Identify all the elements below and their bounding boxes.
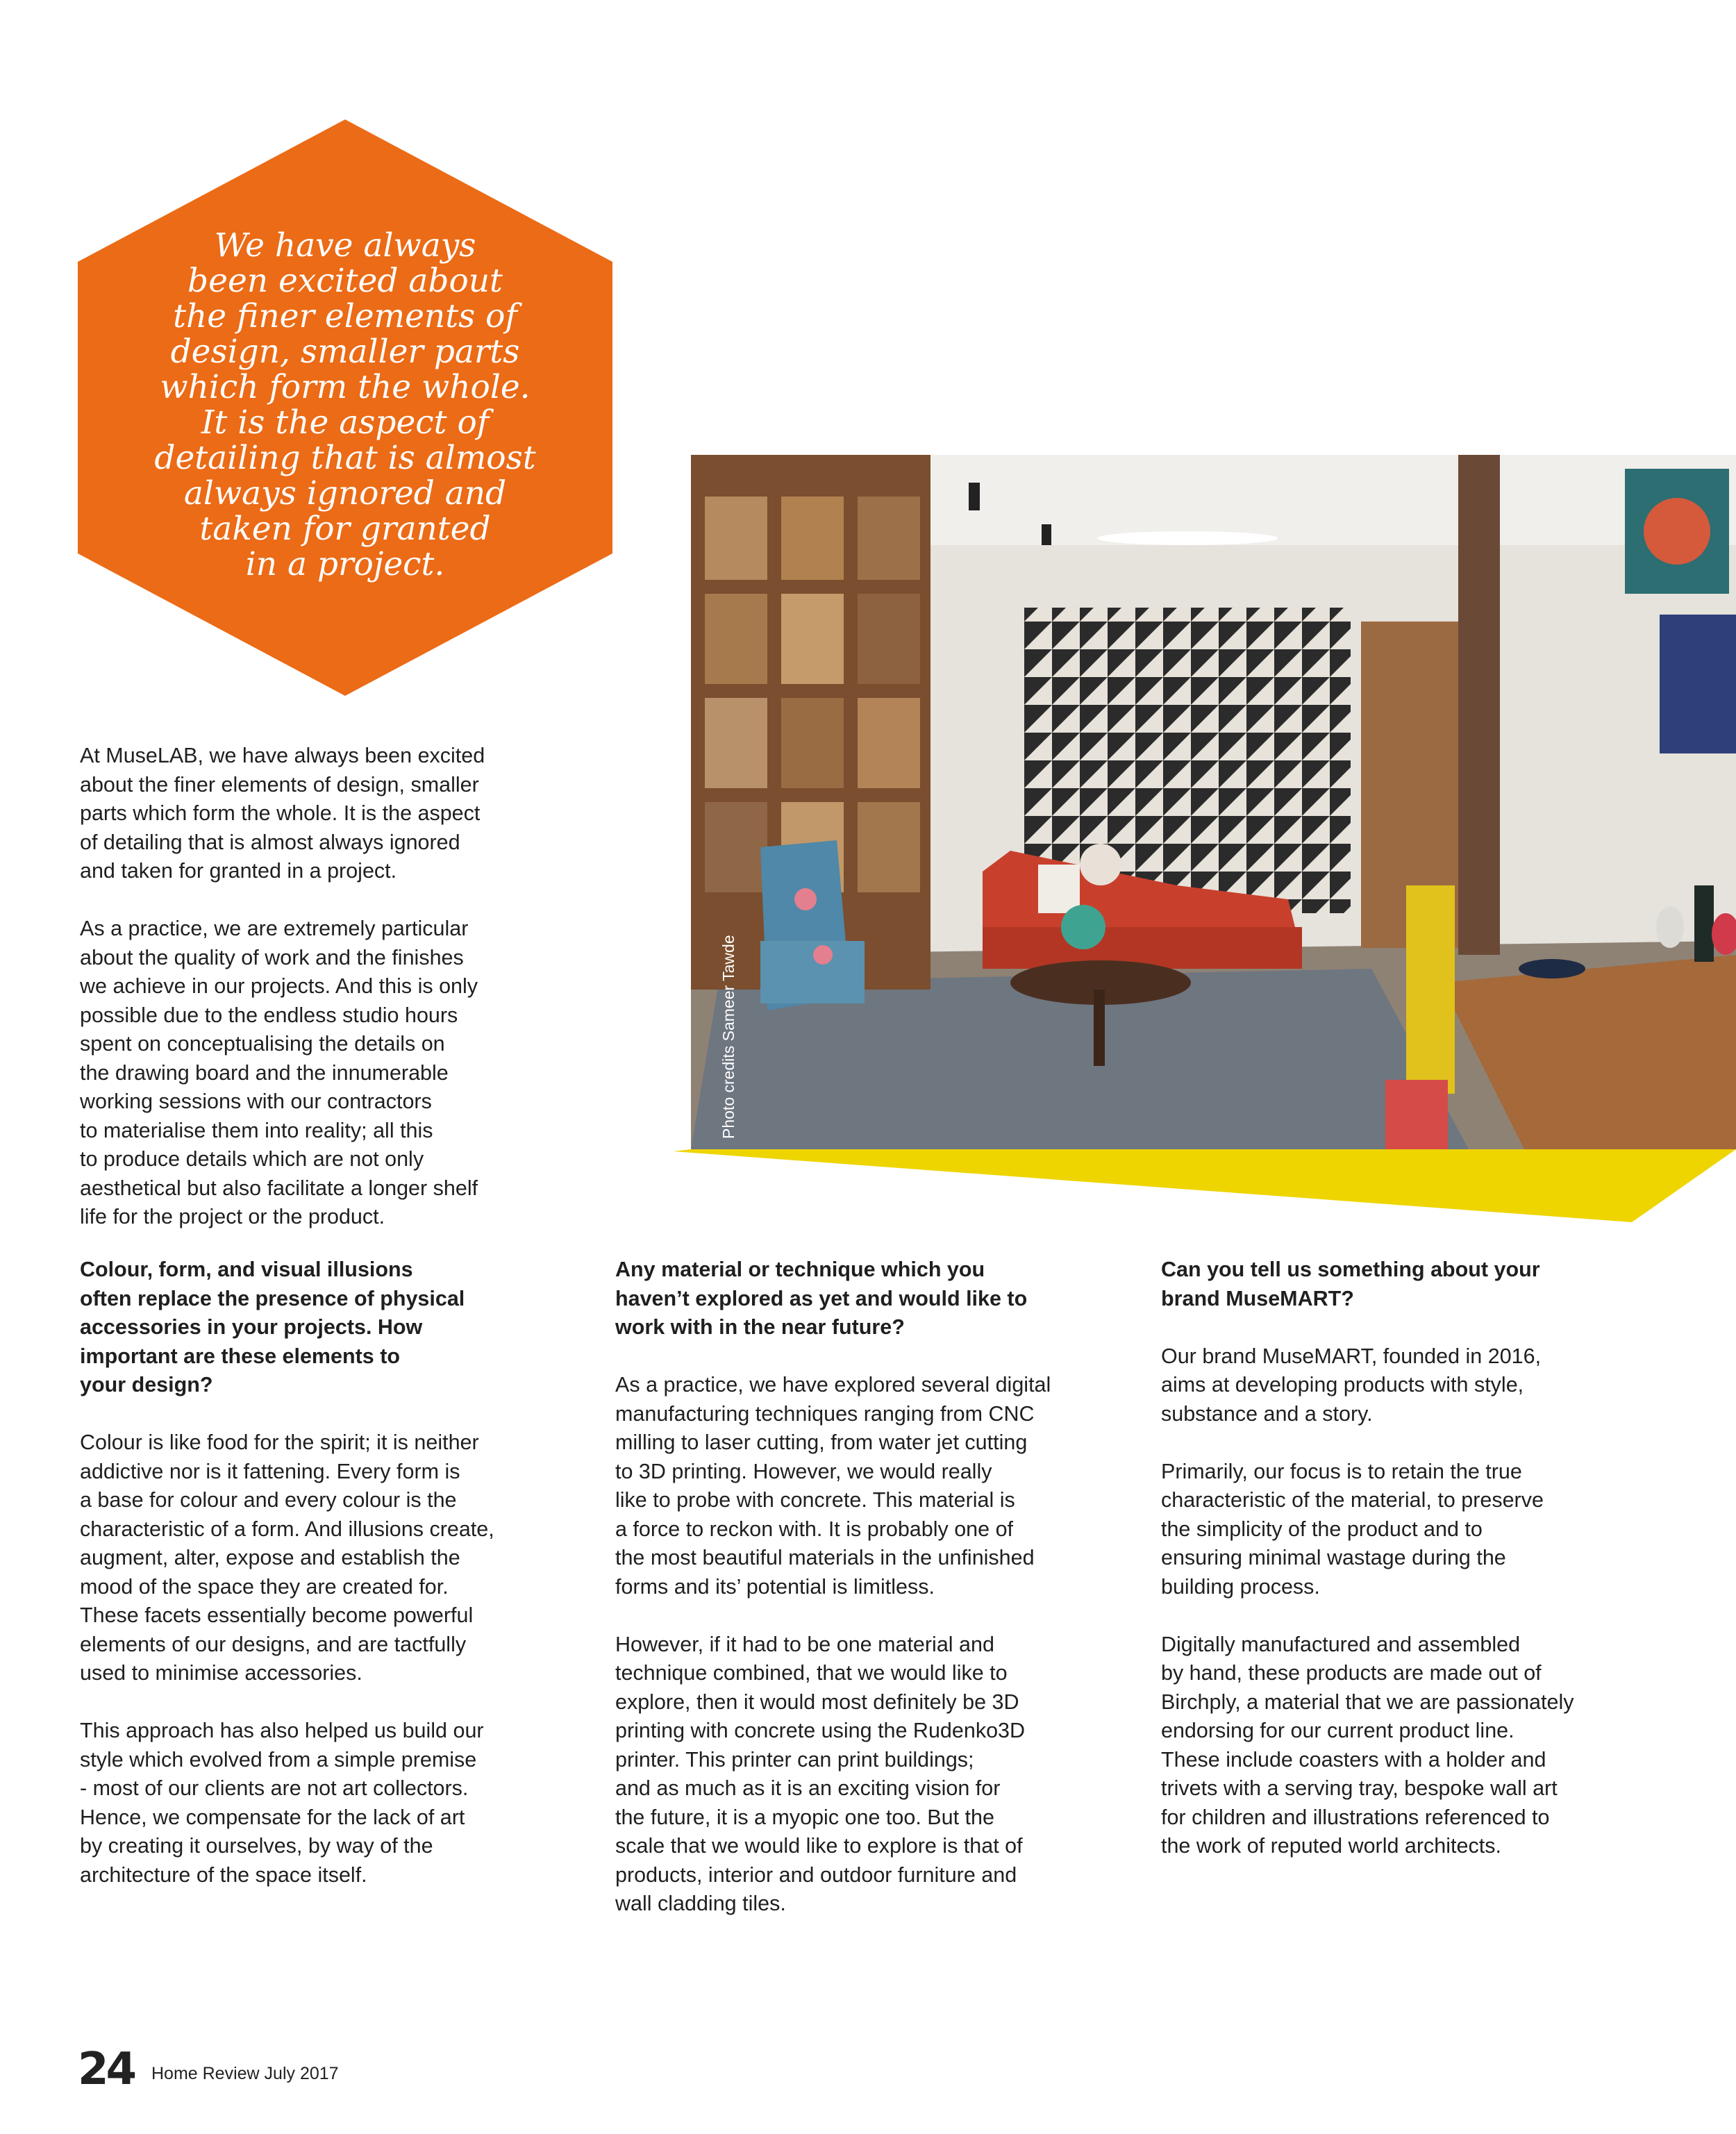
column-3 — [1161, 1256, 1675, 1890]
intro-text — [80, 742, 566, 1260]
answer-paragraph: However, if it had to be one material and technique combined, that we would like to explore, then it would most definitely be 3D printing with concrete using the Rudenko3D printer. This printer can print buildings; and as much as it is an exciting vision for the future, it is a myopic one too. But the scale that we would like to explore is that of products, interior and outdoor furniture and wall cladding tiles. — [615, 1632, 1026, 1915]
photo-credit: Photo credits Sameer Tawde — [719, 935, 737, 1139]
answer-paragraph: Primarily, our focus is to retain the true characteristic of the material, to preserve the simplicity of the product and to ensuring minimal wastage during the building process. — [1161, 1459, 1544, 1599]
intro-paragraph: At MuseLAB, we have always been excited about the finer elements of design, smaller parts which form the whole. It is the aspect of detailing that is almost always ignored and taken for granted in a project. — [80, 744, 485, 883]
interview-question: Any material or technique which you haven’t explored as yet and would like to work with in the near future? — [615, 1258, 1028, 1339]
answer-paragraph: As a practice, we have explored several digital manufacturing techniques ranging from CNC milling to laser cutting, from water jet cutting to 3D printing. However, we would really like to probe with concrete. This material is a force to reckon with. It is probably one of the most beautiful materials in the unfinished forms and its’ potential is limitless. — [615, 1373, 1051, 1599]
interview-question: Colour, form, and visual illusions often replace the presence of physical accessories in your projects. How important are these elements to your design? — [80, 1258, 465, 1397]
intro-paragraph: As a practice, we are extremely particular about the quality of work and the finishes we achieve in our projects. And this is only possible due to the endless studio hours spent on conceptualising the details on the drawing board and the innumerable working sessions with our contractors to materialise them into reality; all this to produce details which are not only aesthetical but also facilitate a longer shelf life for the project or the product. — [80, 917, 478, 1228]
answer-paragraph: Digitally manufactured and assembled by hand, these products are made out of Birchply, a material that we are passionately endorsing for our current product line. These include coasters with a holder and trivets with a serving tray, bespoke wall art for children and illustrations referenced to the work of reputed world architects. — [1161, 1632, 1574, 1858]
answer-paragraph: Colour is like food for the spirit; it is neither addictive nor is it fattening. Every form is a base for colour and every colour is the characteristic of a form. And illusions create, augment, alter, expose and establish the mood of the space they are created for. These facets essentially become powerful elements of our designs, and are tactfully used to minimise accessories. — [80, 1431, 494, 1685]
column-2 — [615, 1256, 1129, 1947]
pull-quote-text: We have always been excited about the finer elements of design, smaller parts which form the whole. It is the aspect of detailing that is almost always ignored and taken for granted in a project. — [154, 226, 536, 583]
interview-question: Can you tell us something about your brand MuseMART? — [1161, 1258, 1540, 1310]
answer-paragraph: This approach has also helped us build our style which evolved from a simple premise - most of our clients are not art collectors. Hence, we compensate for the lack of art by creating it ourselves, by way of the architecture of the space itself. — [80, 1719, 484, 1887]
interior-photo — [691, 455, 1736, 1149]
page-number: 24 — [78, 2044, 135, 2095]
column-1 — [80, 1256, 594, 1919]
publication-name: Home Review July 2017 — [151, 2064, 339, 2083]
answer-paragraph: Our brand MuseMART, founded in 2016, aims at developing products with style, substance and a story. — [1161, 1344, 1542, 1426]
